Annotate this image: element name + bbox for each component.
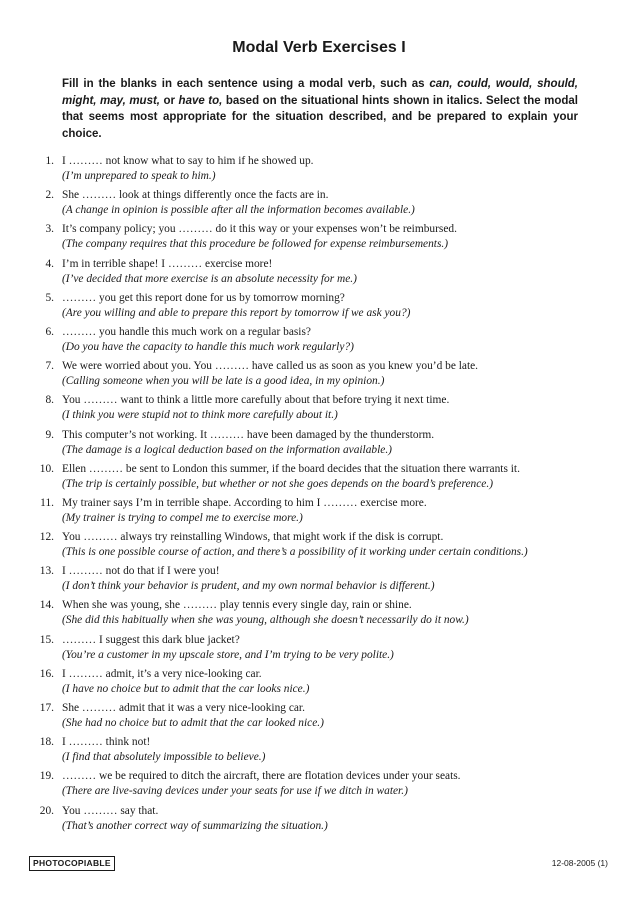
exercise-number: 12. xyxy=(39,531,54,544)
exercise-number: 15. xyxy=(39,633,54,646)
exercise-sentence: When she was young, she ……… play tennis every single day, rain or shine. xyxy=(62,599,412,612)
exercise-hint: (There are live-saving devices under your seats for use if we ditch in water.) xyxy=(62,785,408,798)
exercise-number: 1. xyxy=(45,155,54,167)
instructions-text-continued: based on the situational hints shown in italics. Select the modal that seems most appropriate for the situation described, and be prepared to explain your choice. xyxy=(62,94,579,140)
exercise-number: 13. xyxy=(39,565,54,578)
exercise-sentence: We were worried about you. You ……… have called us as soon as you knew you’d be late. xyxy=(62,360,479,373)
exercise-number: 19. xyxy=(39,770,54,783)
exercise-item xyxy=(0,359,638,393)
exercise-item xyxy=(0,428,638,462)
exercise-sentence: It’s company policy; you ……… do it this way or your expenses won’t be reimbursed. xyxy=(62,223,457,236)
exercise-item xyxy=(0,769,638,803)
exercise-number: 11. xyxy=(40,496,54,509)
exercise-item xyxy=(0,530,638,564)
instructions-text: Fill in the blanks in each sentence using a modal verb, such as xyxy=(62,78,430,90)
exercise-hint: (Are you willing and able to prepare this report by tomorrow if we ask you?) xyxy=(62,306,411,319)
exercise-number: 9. xyxy=(45,428,54,441)
exercise-hint: (She had no choice but to admit that the car looked nice.) xyxy=(62,717,324,729)
exercise-item xyxy=(0,496,638,530)
exercise-item xyxy=(0,188,638,222)
exercise-sentence: I ……… not know what to say to him if he showed up. xyxy=(62,155,314,167)
exercise-hint: (I don’t think your behavior is prudent, and my own normal behavior is different.) xyxy=(62,580,435,593)
exercise-number: 2. xyxy=(45,189,54,202)
exercise-number: 20. xyxy=(39,804,54,817)
exercise-item xyxy=(0,462,638,496)
exercise-item xyxy=(0,667,638,701)
exercise-hint: (This is one possible course of action, and there’s a possibility of it working under certain conditions.) xyxy=(62,546,528,559)
exercise-list xyxy=(0,154,638,838)
exercise-sentence: You ……… want to think a little more carefully about that before trying it next time. xyxy=(62,394,450,407)
exercise-sentence: ……… you get this report done for us by tomorrow morning? xyxy=(62,291,345,304)
exercise-number: 8. xyxy=(45,394,54,407)
exercise-sentence: My trainer says I’m in terrible shape. According to him I ……… exercise more. xyxy=(62,496,427,509)
exercise-number: 14. xyxy=(39,599,54,612)
instructions-modal-example-last: have to, xyxy=(178,94,223,107)
exercise-sentence: Ellen ……… be sent to London this summer, if the board decides that the situation there warrants it. xyxy=(62,462,520,475)
exercise-item xyxy=(0,154,638,188)
exercise-item xyxy=(0,291,638,325)
exercise-sentence: I ……… not do that if I were you! xyxy=(62,565,220,578)
exercise-hint: (You’re a customer in my upscale store, and I’m trying to be very polite.) xyxy=(62,648,394,661)
exercise-sentence: This computer’s not working. It ……… have been damaged by the thunderstorm. xyxy=(62,428,435,441)
exercise-sentence: I’m in terrible shape! I ……… exercise more! xyxy=(62,257,273,270)
exercise-sentence: ……… we be required to ditch the aircraft, there are flotation devices under your seats. xyxy=(62,770,461,783)
exercise-hint: (The damage is a logical deduction based on the information available.) xyxy=(62,443,392,456)
exercise-sentence: I ……… admit, it’s a very nice-looking car. xyxy=(62,667,262,680)
exercise-hint: (I find that absolutely impossible to believe.) xyxy=(62,751,266,764)
exercise-number: 10. xyxy=(39,462,54,475)
exercise-item xyxy=(0,222,638,256)
exercise-item xyxy=(0,735,638,769)
exercise-item xyxy=(0,325,638,359)
instructions-connector: or xyxy=(160,94,179,107)
exercise-hint: (The company requires that this procedure be followed for expense reimbursements.) xyxy=(62,238,449,251)
exercise-number: 5. xyxy=(45,291,54,304)
exercise-item xyxy=(0,257,638,291)
exercise-hint: (A change in opinion is possible after all the information becomes available.) xyxy=(62,204,415,217)
photocopiable-label: PHOTOCOPIABLE xyxy=(29,856,115,871)
exercise-hint: (The trip is certainly possible, but whether or not she goes depends on the board’s preference.) xyxy=(62,477,493,490)
exercise-sentence: You ……… always try reinstalling Windows, that might work if the disk is corrupt. xyxy=(62,531,444,544)
exercise-item xyxy=(0,804,638,838)
exercise-hint: (My trainer is trying to compel me to exercise more.) xyxy=(62,511,303,524)
exercise-sentence: You ……… say that. xyxy=(62,804,159,817)
exercise-hint: (That’s another correct way of summarizing the situation.) xyxy=(62,819,328,832)
page-title: Modal Verb Exercises I xyxy=(232,39,406,56)
exercise-sentence: I ……… think not! xyxy=(62,736,151,749)
exercise-number: 3. xyxy=(45,223,54,236)
exercise-hint: (She did this habitually when she was young, although she doesn’t necessarily do it now.) xyxy=(62,614,469,627)
exercise-number: 7. xyxy=(45,360,54,373)
exercise-hint: (I have no choice but to admit that the car looks nice.) xyxy=(62,682,310,695)
exercise-number: 4. xyxy=(45,257,54,270)
exercise-sentence: ……… you handle this much work on a regular basis? xyxy=(62,325,311,338)
instructions-modal-examples: can, could, would, should, might, may, must, xyxy=(62,78,579,107)
exercise-number: 17. xyxy=(39,702,54,714)
exercise-item xyxy=(0,564,638,598)
exercise-hint: (I think you were stupid not to think more carefully about it.) xyxy=(62,409,338,422)
exercise-sentence: ……… I suggest this dark blue jacket? xyxy=(62,633,240,646)
exercise-hint: (Do you have the capacity to handle this much work regularly?) xyxy=(62,340,354,353)
exercise-number: 18. xyxy=(39,736,54,749)
exercise-number: 16. xyxy=(39,667,54,680)
exercise-item xyxy=(0,393,638,427)
exercise-item xyxy=(0,633,638,667)
exercise-item xyxy=(0,701,638,735)
page-date: 12-08-2005 (1) xyxy=(551,858,608,868)
exercise-hint: (I’ve decided that more exercise is an absolute necessity for me.) xyxy=(62,272,357,285)
exercise-sentence: She ……… look at things differently once the facts are in. xyxy=(62,189,329,202)
exercise-hint: (Calling someone when you will be late is a good idea, in my opinion.) xyxy=(62,375,385,388)
exercise-item xyxy=(0,598,638,632)
exercise-sentence: She ……… admit that it was a very nice-looking car. xyxy=(62,702,305,714)
exercise-hint: (I’m unprepared to speak to him.) xyxy=(62,170,216,182)
exercise-number: 6. xyxy=(45,325,54,338)
instructions xyxy=(62,76,578,142)
